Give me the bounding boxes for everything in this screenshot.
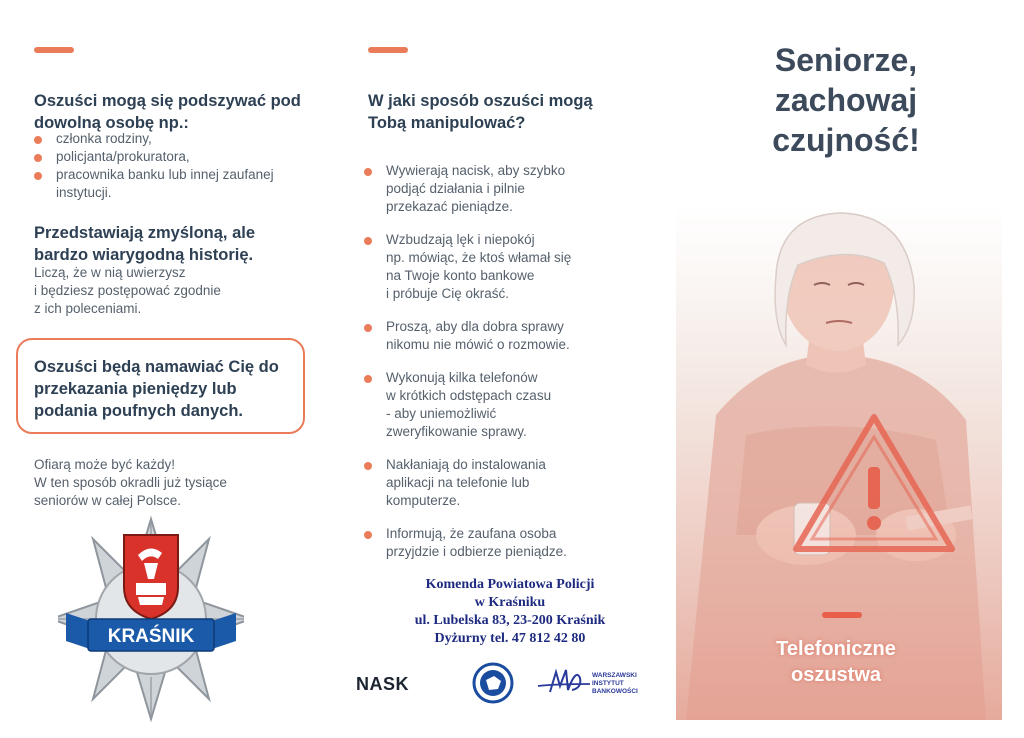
wib-logo-icon [536,664,592,698]
heading-manipulation: W jaki sposób oszuści mogą Tobą manipulować? [368,92,593,132]
list-item: policjanta/prokuratora, [34,148,304,166]
accent-bar [368,47,408,53]
left-panel [0,0,340,738]
badge-label: KRAŚNIK [107,626,195,647]
heading-story: Przedstawiają zmyśloną, ale bardzo wiarygodną historię. [34,224,256,264]
story-paragraph: Liczą, że w nią uwierzysz i będziesz postępować zgodnie z ich poleceniami. [34,265,221,316]
cert-seal-logo-icon [472,662,514,704]
nask-logo: NASK [356,674,410,694]
list-item: Wywierają nacisk, aby szybko podjąć działania i pilnie przekazać pieniądze. [364,162,654,216]
list-item: Nakłaniają do instalowania aplikacji na telefonie lub komputerze. [364,456,654,510]
wib-logo-text: WARSZAWSKI INSTYTUT BANKOWOŚCI [592,672,638,695]
list-item: Wzbudzają lęk i niepokój np. mówiąc, że ktoś włamał się na Twoje konto bankowe i próbuje Cię okraść. [364,231,654,303]
cover-subtitle: Telefoniczne oszustwa [776,638,896,686]
warning-text: Oszuści będą namawiać Cię do przekazania pieniędzy lub podania poufnych danych. [34,358,279,420]
list-item: Proszą, aby dla dobra sprawy nikomu nie mówić o rozmowie. [364,318,654,354]
middle-panel [340,0,670,738]
list-item: Wykonują kilka telefonów w krótkich odstępach czasu - aby uniemożliwić zweryfikowanie sprawy. [364,369,654,441]
police-contact: Komenda Powiatowa Policji w Kraśniku ul. Lubelska 83, 23-200 Kraśnik Dyżurny tel. 47 812 42 80 [414,577,606,646]
manipulation-list [364,162,654,561]
list-item: Informują, że zaufana osoba przyjdzie i odbierze pieniądze. [364,525,654,561]
list-item: członka rodziny, [34,130,304,148]
accent-bar [822,612,862,618]
cover-panel [676,0,1024,738]
warning-box [16,338,305,434]
police-star-badge-icon [58,515,244,723]
heading-impersonation: Oszuści mogą się podszywać pod dowolną osobę np.: [34,92,301,132]
victims-paragraph: Ofiarą może być każdy! W ten sposób okradli już tysiące seniorów w całej Polsce. [34,457,227,508]
impersonation-list [34,130,304,202]
cover-title: Seniorze, zachowaj czujność! [772,42,920,158]
accent-bar [34,47,74,53]
list-item: pracownika banku lub innej zaufanej instytucji. [34,166,304,202]
